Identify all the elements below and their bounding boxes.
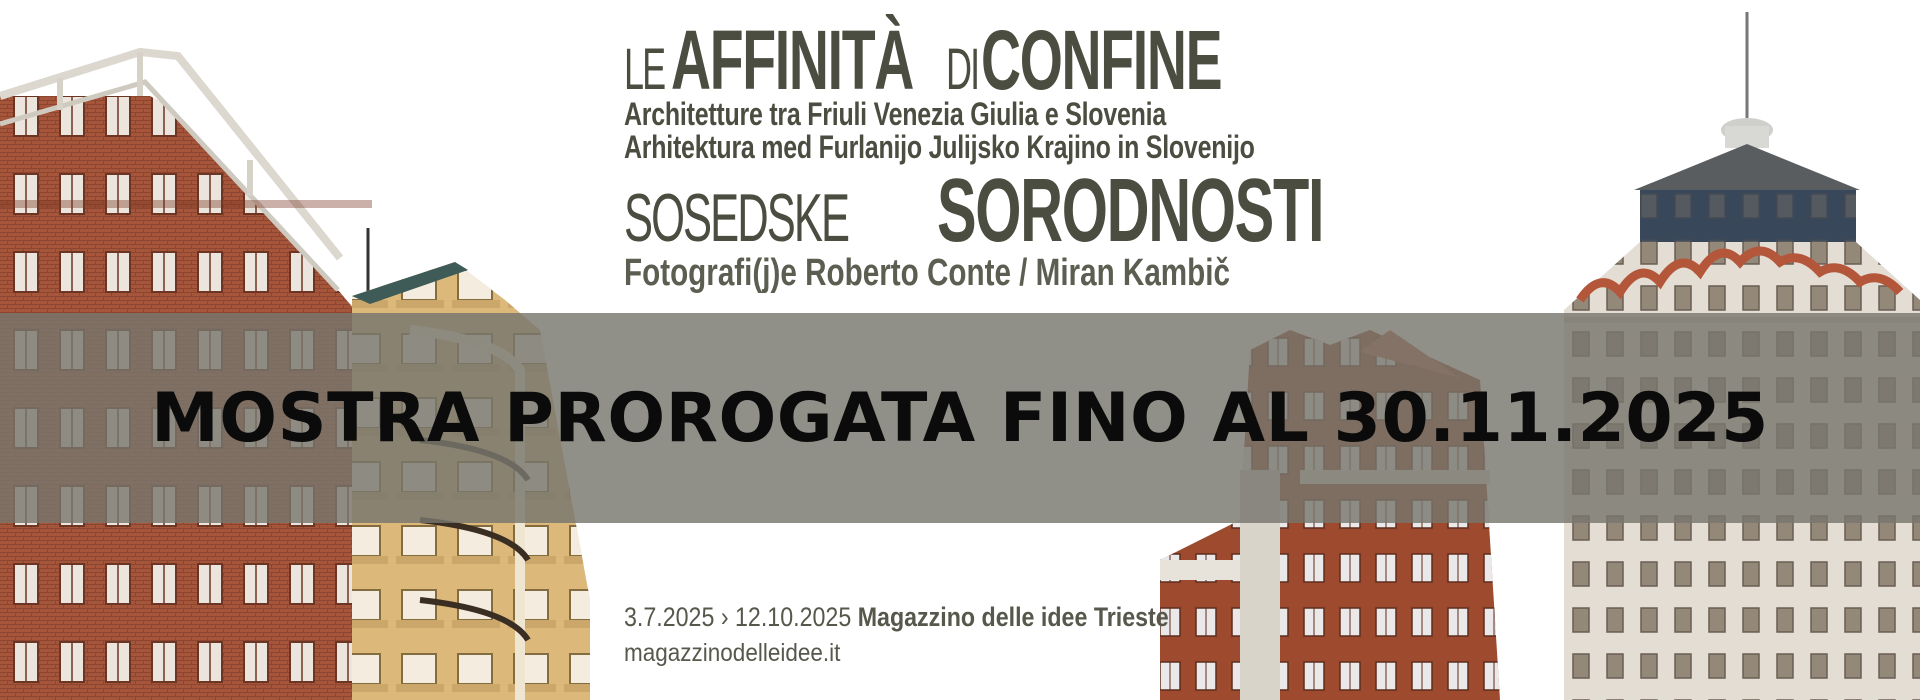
photographers-credit: Fotografi(j)e Roberto Conte / Miran Kambič (624, 252, 1230, 294)
extension-banner (0, 313, 1920, 523)
title-di: DI (946, 37, 979, 102)
subtitle-italian: Architetture tra Friuli Venezia Giulia e Slovenia (624, 96, 1166, 132)
exhibition-dates: 3.7.2025 › 12.10.2025 (624, 602, 852, 632)
title-line-slovenian (624, 161, 1323, 261)
exhibition-title-block (624, 13, 1323, 295)
title-line-italian (624, 13, 1284, 107)
exhibition-venue: Magazzino delle idee Trieste (857, 602, 1169, 632)
title-sorodnosti: SORODNOSTI (936, 161, 1323, 261)
website-link[interactable]: magazzinodelleidee.it (624, 639, 841, 667)
title-confine: CONFINE (980, 13, 1222, 107)
exhibition-dates-line (624, 602, 1169, 633)
title-affinita: AFFINITÀ (671, 13, 914, 107)
title-le: LE (624, 37, 665, 102)
subtitle-slovenian: Arhitektura med Furlanijo Julijsko Krajino in Slovenijo (624, 129, 1255, 165)
title-sosedske: SOSEDSKE (624, 180, 849, 256)
extension-banner-text: MOSTRA PROROGATA FINO AL 30.11.2025 (151, 378, 1769, 458)
exhibition-info (624, 602, 1257, 668)
